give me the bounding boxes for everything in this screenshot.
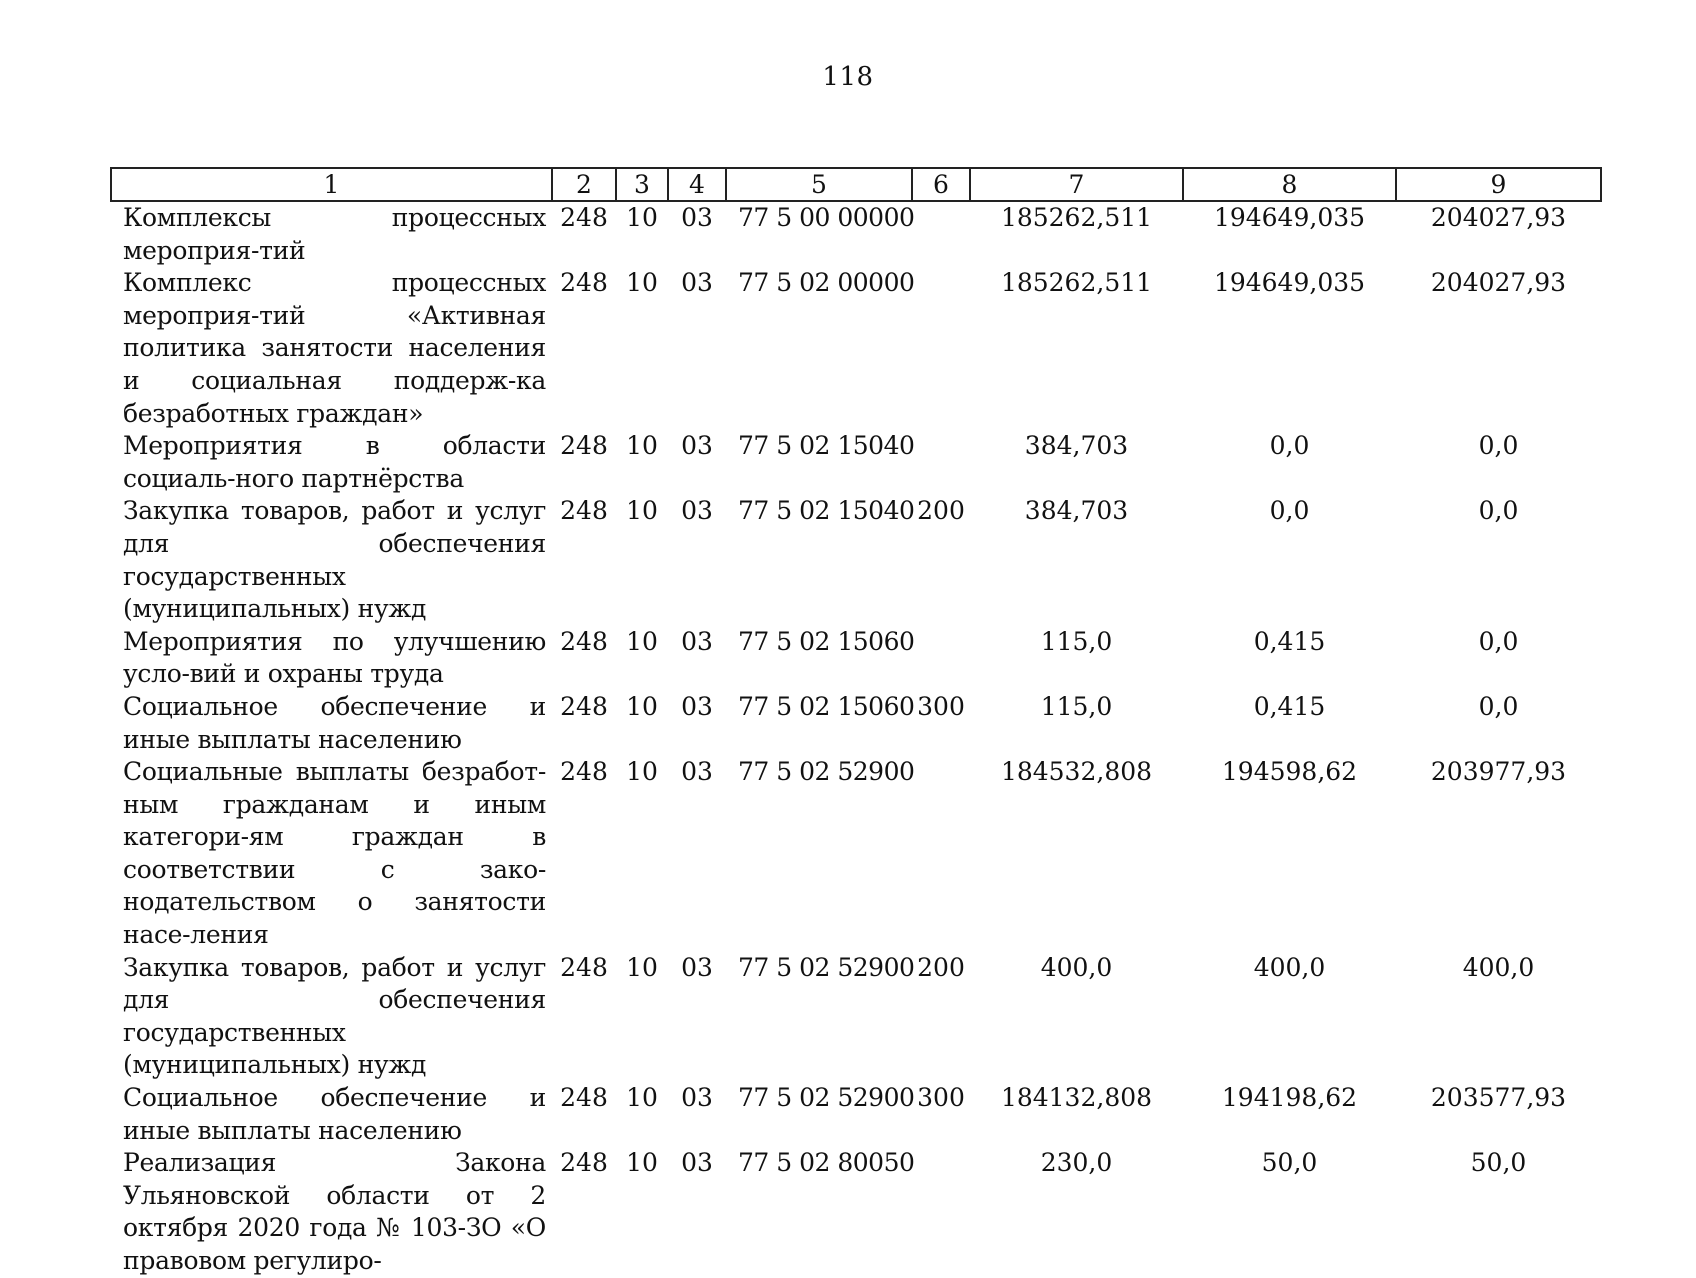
cell-col-3: 10 (626, 431, 658, 461)
page-number: 118 (822, 62, 874, 92)
table-row (111, 430, 1601, 495)
cell-col-9: 400,0 (1462, 952, 1535, 982)
row-name-cell: Социальное обеспечение и иные выплаты населению (123, 691, 546, 754)
cell-col-2: 248 (560, 952, 608, 982)
cell-col-4: 03 (681, 952, 713, 982)
cell-col-5: 77 5 02 15060 (738, 626, 915, 656)
cell-col-3: 10 (626, 691, 658, 721)
cell-col-2: 248 (560, 203, 608, 232)
cell-col-2: 248 (560, 1148, 608, 1178)
column-header: 8 (1183, 168, 1396, 201)
cell-col-7: 185262,511 (1000, 203, 1153, 232)
cell-col-3: 10 (626, 1148, 658, 1178)
table-row (111, 626, 1601, 691)
cell-col-3: 10 (626, 952, 658, 982)
row-name-cell: Комплексы процессных мероприя-тий (123, 203, 546, 265)
table-row (111, 756, 1601, 952)
row-name-cell: Мероприятия по улучшению усло-вий и охраны труда (123, 626, 546, 689)
cell-col-7: 184532,808 (1000, 757, 1153, 787)
column-header: 3 (616, 168, 668, 201)
cell-col-8: 194598,62 (1221, 757, 1358, 787)
cell-col-9: 204027,93 (1430, 268, 1567, 298)
cell-col-6 (912, 756, 970, 952)
cell-col-4: 03 (681, 431, 713, 461)
cell-col-5: 77 5 00 00000 (738, 203, 915, 232)
cell-col-6: 300 (917, 1083, 965, 1113)
table-row (111, 691, 1601, 756)
table-body (111, 201, 1601, 1278)
cell-col-5: 77 5 02 15060 (738, 691, 915, 721)
cell-col-6: 200 (917, 496, 965, 526)
row-name-cell: Закупка товаров, работ и услуг для обеспечения государственных (муниципальных) нужд (123, 952, 546, 1080)
cell-col-9: 203977,93 (1430, 757, 1567, 787)
cell-col-4: 03 (681, 268, 713, 298)
column-header: 5 (726, 168, 912, 201)
cell-col-7: 384,703 (1024, 431, 1129, 461)
budget-table (110, 167, 1602, 1278)
cell-col-4: 03 (681, 626, 713, 656)
cell-col-2: 248 (560, 757, 608, 787)
cell-col-8: 194649,035 (1213, 203, 1366, 232)
cell-col-7: 115,0 (1040, 626, 1113, 656)
cell-col-3: 10 (626, 757, 658, 787)
cell-col-8: 50,0 (1261, 1148, 1318, 1178)
cell-col-8: 194198,62 (1221, 1083, 1358, 1113)
cell-col-7: 115,0 (1040, 691, 1113, 721)
cell-col-3: 10 (626, 496, 658, 526)
row-name-cell: Комплекс процессных мероприя-тий «Активная политика занятости населения и социальная поддерж-ка безработных граждан» (123, 268, 546, 428)
cell-col-5: 77 5 02 80050 (738, 1148, 915, 1178)
cell-col-3: 10 (626, 1083, 658, 1113)
cell-col-5: 77 5 02 52900 (738, 952, 915, 982)
cell-col-2: 248 (560, 1083, 608, 1113)
cell-col-3: 10 (626, 626, 658, 656)
cell-col-9: 203577,93 (1430, 1083, 1567, 1113)
column-header: 7 (970, 168, 1183, 201)
header-row (111, 168, 1601, 201)
cell-col-7: 185262,511 (1000, 268, 1153, 298)
cell-col-3: 10 (626, 203, 658, 232)
cell-col-6 (912, 267, 970, 430)
cell-col-7: 384,703 (1024, 496, 1129, 526)
cell-col-9: 0,0 (1478, 496, 1519, 526)
cell-col-2: 248 (560, 496, 608, 526)
cell-col-8: 194649,035 (1213, 268, 1366, 298)
table-row (111, 1082, 1601, 1147)
cell-col-6 (912, 430, 970, 495)
column-header: 2 (552, 168, 616, 201)
table-row (111, 495, 1601, 625)
row-name-cell: Мероприятия в области социаль-ного партнёрства (123, 431, 546, 493)
cell-col-4: 03 (681, 203, 713, 232)
column-header: 6 (912, 168, 970, 201)
cell-col-4: 03 (681, 757, 713, 787)
cell-col-7: 230,0 (1040, 1148, 1113, 1178)
table-row (111, 201, 1601, 267)
cell-col-6 (912, 626, 970, 691)
table-row (111, 267, 1601, 430)
cell-col-2: 248 (560, 626, 608, 656)
cell-col-3: 10 (626, 268, 658, 298)
cell-col-5: 77 5 02 52900 (738, 757, 915, 787)
cell-col-6: 200 (917, 952, 965, 982)
table-row (111, 1147, 1601, 1277)
cell-col-2: 248 (560, 268, 608, 298)
row-name-cell: Социальное обеспечение и иные выплаты населению (123, 1083, 546, 1145)
cell-col-7: 184132,808 (1000, 1083, 1153, 1113)
cell-col-5: 77 5 02 15040 (738, 496, 915, 526)
cell-col-4: 03 (681, 1083, 713, 1113)
cell-col-9: 50,0 (1470, 1148, 1527, 1178)
cell-col-4: 03 (681, 691, 713, 721)
cell-col-2: 248 (560, 691, 608, 721)
cell-col-4: 03 (681, 1148, 713, 1178)
cell-col-8: 0,0 (1269, 496, 1310, 526)
cell-col-5: 77 5 02 00000 (738, 268, 915, 298)
row-name-cell: Социальные выплаты безработ-ным гражданам и иным категори-ям граждан в соответствии с зако-нодательством о занятости насе-ления (123, 757, 546, 950)
cell-col-9: 0,0 (1478, 431, 1519, 461)
column-header: 1 (111, 168, 552, 201)
cell-col-4: 03 (681, 496, 713, 526)
cell-col-9: 0,0 (1478, 626, 1519, 656)
cell-col-9: 204027,93 (1430, 203, 1567, 232)
cell-col-8: 0,415 (1253, 691, 1326, 721)
cell-col-6 (912, 201, 970, 267)
cell-col-2: 248 (560, 431, 608, 461)
cell-col-6 (912, 1147, 970, 1277)
cell-col-5: 77 5 02 52900 (738, 1083, 915, 1113)
table-header (111, 168, 1601, 201)
cell-col-8: 0,415 (1253, 626, 1326, 656)
row-name-cell: Реализация Закона Ульяновской области от 2 октября 2020 года № 103-ЗО «О правовом регулиро- (123, 1148, 546, 1275)
cell-col-7: 400,0 (1040, 952, 1113, 982)
cell-col-8: 400,0 (1253, 952, 1326, 982)
cell-col-8: 0,0 (1269, 431, 1310, 461)
column-header: 9 (1396, 168, 1601, 201)
column-header: 4 (668, 168, 726, 201)
cell-col-9: 0,0 (1478, 691, 1519, 721)
row-name-cell: Закупка товаров, работ и услуг для обеспечения государственных (муниципальных) нужд (123, 496, 546, 624)
cell-col-5: 77 5 02 15040 (738, 431, 915, 461)
table-row (111, 952, 1601, 1082)
cell-col-6: 300 (917, 691, 965, 721)
